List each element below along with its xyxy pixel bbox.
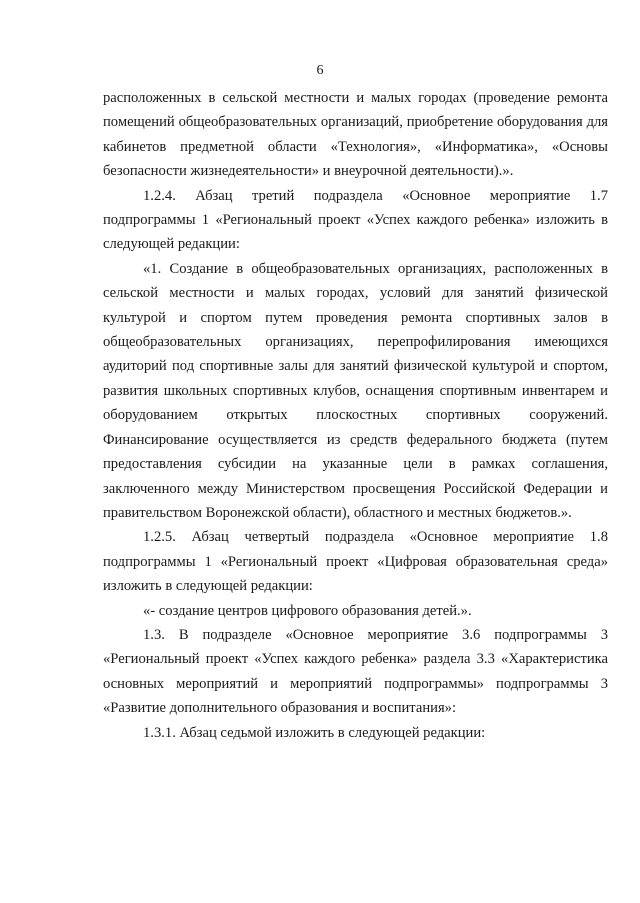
paragraph-continuation: расположенных в сельской местности и малых городах (проведение ремонта помещений общеобразовательных организаций, приобретение оборудования для кабинетов предметной области «Технология», «Информатика», «Основы безопасности жизнедеятельности» и внеурочной деятельности).». <box>103 90 608 180</box>
paragraph-1-3-1: 1.3.1. Абзац седьмой изложить в следующей редакции: <box>143 724 486 741</box>
paragraph-quoted-digital-centers: «- создание центров цифрового образования детей.». <box>143 602 472 619</box>
page-number: 6 <box>316 63 324 78</box>
document-body <box>103 86 608 745</box>
paragraph-1-2-4: 1.2.4. Абзац третий подраздела «Основное мероприятие 1.7 подпрограммы 1 «Региональный проект «Успех каждого ребенка» изложить в следующей редакции: <box>103 187 608 253</box>
paragraph-1-3: 1.3. В подразделе «Основное мероприятие 3.6 подпрограммы 3 «Региональный проект «Успех каждого ребенка» раздела 3.3 «Характеристика основных мероприятий и мероприятий подпрограммы» подпрограммы 3 «Развитие дополнительного образования и воспитания»: <box>103 626 608 717</box>
paragraph-quoted-item-1: «1. Создание в общеобразовательных организациях, расположенных в сельской местности и малых городах, условий для занятий физической культурой и спортом путем проведения ремонта спортивных залов в общеобразовательных организациях, перепрофилирования имеющихся аудиторий под спортивные залы для занятий физической культурой и спортом, развития школьных спортивных клубов, оснащения спортивным инвентарем и оборудованием открытых плоскостных спортивных сооружений. Финансирование осуществляется из средств федерального бюджета (путем предоставления субсидии на указанные цели в рамках соглашения, заключенного между Министерством просвещения Российской Федерации и правительством Воронежской области), областного и местных бюджетов.». <box>103 260 608 521</box>
paragraph-1-2-5: 1.2.5. Абзац четвертый подраздела «Основное мероприятие 1.8 подпрограммы 1 «Региональный проект «Цифровая образовательная среда» изложить в следующей редакции: <box>103 529 608 595</box>
